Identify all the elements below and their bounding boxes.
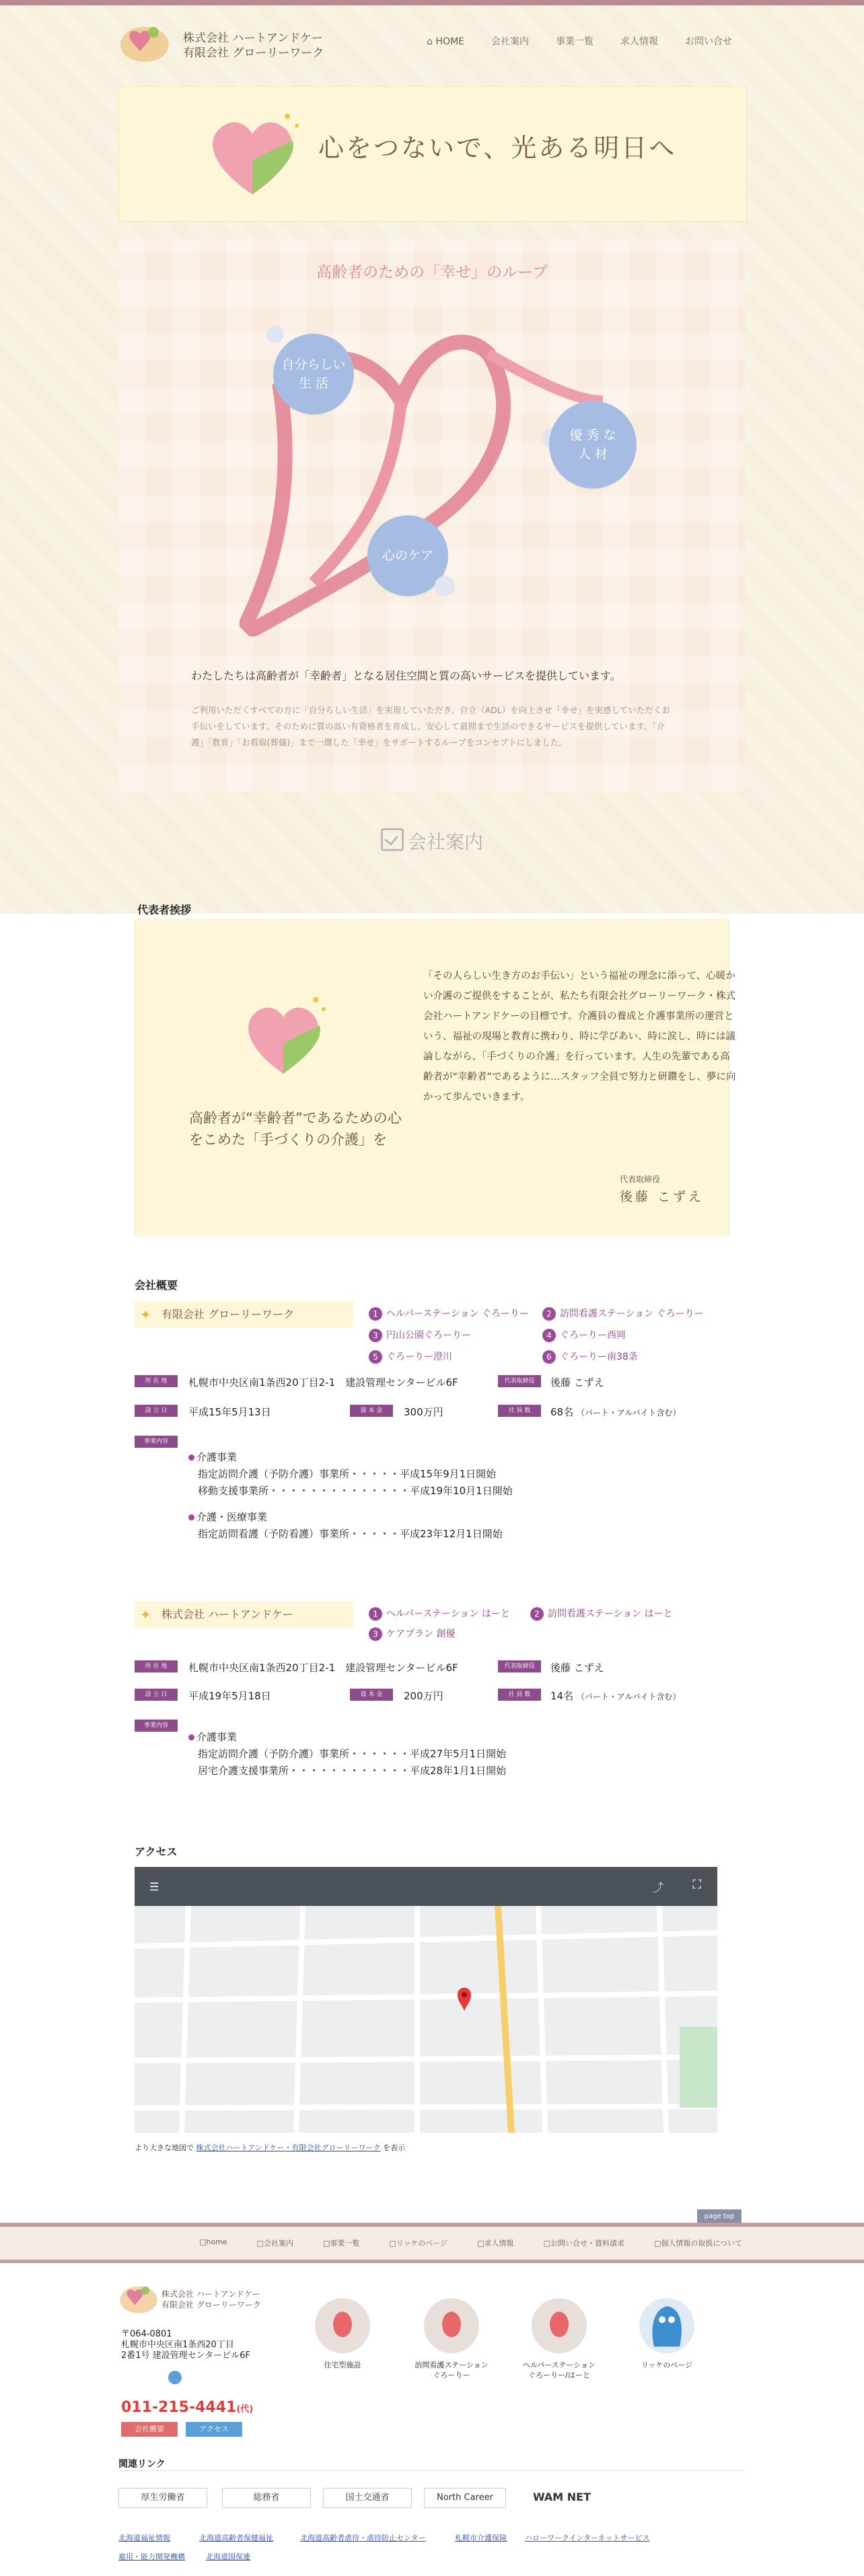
- residential-facility-icon[interactable]: [315, 2298, 370, 2353]
- footer-nav-item[interactable]: □リッケのページ: [389, 2239, 448, 2248]
- egg-icon: [442, 2312, 461, 2337]
- staff-note: （パート・アルバイト含む）: [576, 1408, 681, 1418]
- tag-staff: 社 員 数: [498, 1689, 541, 1701]
- map-caption: [135, 2142, 405, 2153]
- number-badge: 3: [369, 1627, 382, 1641]
- tag-business: 事業内容: [135, 1720, 178, 1732]
- house-icon: ⌂: [427, 36, 433, 47]
- nav-home[interactable]: [413, 34, 478, 50]
- happiness-loop-panel: [118, 240, 746, 791]
- top-accent-bar: [0, 0, 864, 5]
- greeting-message: 「その人らしい生き方のお手伝い」という福祉の理念に添って、心暖かい介護のご提供をすることが、私たち有限会社グローリーワーク・株式会社ハートアンドケーの目標です。介護員の養成と介護事業所の運営という、福祉の現場と教育に携わり、時に学びあい、時に涙し、時には議論しながら、「手づくりの介護」を行っています。人生の先輩である高齢者が“幸齢者”であるように…スタッフ全員で努力と研鑽をし、夢に向かって歩んでいきます。: [423, 971, 736, 1103]
- footer-nav-item[interactable]: □お問い合せ・資料請求: [543, 2239, 624, 2248]
- footer-icon-label: 住宅型施設: [324, 2361, 361, 2369]
- office-label: ヘルパーステーション ぐろーりー: [386, 1309, 529, 1319]
- banner-mhlw[interactable]: 厚生労働省: [118, 2488, 207, 2508]
- number-badge: 4: [542, 1329, 556, 1342]
- greeting-heading: 代表者挨拶: [137, 904, 192, 916]
- heart-founded: 平成19年5月18日: [188, 1690, 271, 1702]
- heart-capital: 200万円: [404, 1690, 443, 1702]
- tag-representative: 代表取締役: [498, 1660, 541, 1672]
- egg-icon: [333, 2312, 352, 2337]
- greeting-panel: [135, 919, 736, 1237]
- nav-contact[interactable]: お問い合せ: [685, 36, 732, 47]
- map-menu-icon[interactable]: ☰: [149, 1880, 159, 1893]
- greeting-catchphrase: 高齢者が“幸齢者”であるための心をこめた「手づくりの介護」を: [189, 1110, 402, 1148]
- business-line: 指定訪問看護（予防看護）事業所・・・・・平成23年12月1日開始: [198, 1528, 503, 1540]
- facility-icon: [168, 2371, 182, 2384]
- heart-staff: [550, 1689, 681, 1703]
- office-label: 円山公園ぐろーりー: [386, 1330, 471, 1341]
- nav-business[interactable]: 事業一覧: [556, 36, 593, 47]
- sparkle-icon: ✦: [140, 1607, 151, 1623]
- tag-representative: 代表取締役: [498, 1375, 541, 1387]
- overview-heading: 会社概要: [135, 1279, 178, 1292]
- footer-icon-label: 訪問看護ステーション ぐろーりー: [415, 2361, 489, 2380]
- glory-representative: 後藤 こずえ: [550, 1376, 604, 1389]
- office-label: ぐろーりー西岡: [560, 1330, 626, 1341]
- mascot-icon: [647, 2302, 686, 2349]
- map-header-bar: [135, 1867, 717, 1906]
- loop-body: ご利用いただくすべての方に「自分らしい生活」を実現していただき、自立（ADL）を向上させ「幸せ」を実感していただくお手伝いをしています。そのために質の高い有資格者を育成し、安心して最期まで生活のできるサービスを提供しています。「介護」「教育」「お看取(葬儀)」まで一環した「幸せ」をサポートするループをコンセプトにしました。: [191, 705, 670, 747]
- egg-icon: [550, 2312, 569, 2337]
- number-badge: 1: [369, 1307, 382, 1321]
- office-label: 訪問看護ステーション ぐろーりー: [560, 1309, 704, 1319]
- staff-note: （パート・アルバイト含む）: [576, 1692, 681, 1701]
- fullscreen-icon[interactable]: ⛶: [692, 1878, 701, 1892]
- section-title-label: 会社案内: [407, 831, 483, 853]
- glory-business-list: [188, 1449, 513, 1543]
- tag-address: 所 在 地: [135, 1660, 178, 1672]
- office-item[interactable]: [542, 1350, 638, 1364]
- banner-soumu[interactable]: 総務省: [222, 2488, 311, 2508]
- business-category: [188, 1509, 513, 1526]
- related-link[interactable]: 北海道福祉情報: [118, 2534, 170, 2542]
- access-heading: アクセス: [135, 1845, 178, 1858]
- glory-founded: 平成15年5月13日: [188, 1406, 271, 1418]
- footer-company-2: 有限会社 グローリーワーク: [161, 2300, 261, 2310]
- office-label: 訪問看護ステーション はーと: [548, 1609, 673, 1619]
- banner-north-career[interactable]: North Career: [424, 2488, 506, 2508]
- phone-number: 011-215-4441: [121, 2399, 237, 2416]
- business-line: 指定訪問介護（予防介護）事業所・・・・・・平成27年5月1日開始: [198, 1748, 507, 1760]
- loop-circle-staff: 優 秀 な 人 材: [549, 401, 637, 488]
- office-item[interactable]: [369, 1350, 452, 1364]
- business-title: 介護事業: [196, 1731, 238, 1743]
- logo-text: [183, 31, 324, 61]
- footer-nav-label: 個人情報の取扱について: [661, 2239, 743, 2248]
- footer-logo-icon[interactable]: [118, 2282, 159, 2316]
- heart-business-list: [188, 1729, 506, 1779]
- related-link[interactable]: 雇用・能力開発機構: [118, 2552, 185, 2561]
- footer-nav-item[interactable]: □会社案内: [256, 2239, 293, 2248]
- company-heart-title: [135, 1601, 353, 1628]
- glory-staff: [550, 1405, 681, 1419]
- number-badge: 1: [369, 1607, 382, 1621]
- related-link[interactable]: 北海道高齢者虐待・虐待防止センター: [300, 2534, 426, 2542]
- tag-address: 所 在 地: [135, 1375, 178, 1387]
- nav-company[interactable]: 会社案内: [491, 36, 529, 47]
- footer-nav-label: リッケのページ: [396, 2239, 448, 2248]
- business-title: 介護・医療事業: [196, 1511, 268, 1523]
- business-line: 居宅介護支援事業所・・・・・・・・・・・・平成28年1月1日開始: [198, 1765, 507, 1777]
- loop-circle-care: 心のケア: [367, 515, 448, 596]
- office-item[interactable]: [369, 1627, 455, 1641]
- office-label: ぐろーりー澄川: [386, 1352, 452, 1362]
- number-badge: 3: [369, 1329, 382, 1342]
- business-line: 移動支援事業所・・・・・・・・・・・・・・平成19年10月1日開始: [198, 1485, 513, 1497]
- footer-nav-label: 会社案内: [264, 2239, 293, 2248]
- signature-title: 代表取締役: [620, 1175, 661, 1184]
- company-glory-title: [135, 1301, 353, 1328]
- office-item[interactable]: [530, 1607, 673, 1621]
- office-label: ぐろーりー南38条: [560, 1352, 638, 1362]
- company-overview-button[interactable]: 会社概要: [121, 2422, 178, 2437]
- footer-address: [121, 2329, 250, 2361]
- tag-capital: 資 本 金: [350, 1689, 393, 1701]
- google-map[interactable]: [135, 1867, 717, 2133]
- footer-nav-item[interactable]: □個人情報の取扱について: [653, 2239, 743, 2248]
- nursing-station-icon[interactable]: [424, 2298, 479, 2353]
- nav-home-label: HOME: [435, 36, 464, 47]
- related-link[interactable]: 北海道国保連: [206, 2552, 250, 2561]
- tag-capital: 資 本 金: [350, 1405, 393, 1417]
- share-icon[interactable]: ⤴: [652, 1881, 663, 1894]
- company-glory-name: 有限会社 グローリーワーク: [161, 1308, 295, 1321]
- tag-business: 事業内容: [135, 1436, 178, 1448]
- loop-lead: わたしたちは高齢者が「幸齢者」となる居住空間と質の高いサービスを提供しています。: [191, 669, 621, 682]
- glory-capital: 300万円: [404, 1406, 443, 1418]
- footer-nav-label: 求人情報: [484, 2239, 514, 2248]
- footer-accent-bar: [0, 2260, 864, 2263]
- business-category: [188, 1729, 506, 1746]
- number-badge: 6: [542, 1350, 556, 1364]
- map-streets: [135, 1906, 717, 2133]
- office-item[interactable]: [369, 1328, 471, 1342]
- map-caption-suffix: を表示: [383, 2143, 406, 2152]
- loop-title: 高齢者のための「幸せ」のループ: [316, 264, 548, 281]
- signature-name: 後藤 こずえ: [620, 1189, 705, 1204]
- footer-nav: [0, 2227, 864, 2260]
- related-links-heading: 関連リンク: [118, 2459, 166, 2470]
- address-line-1: 札幌市中央区南1条西20丁目: [121, 2340, 234, 2350]
- footer-nav-label: お問い合せ・資料請求: [550, 2239, 624, 2248]
- tag-founded: 設 立 日: [135, 1405, 178, 1417]
- sparkle-icon: ✦: [140, 1307, 151, 1323]
- bullet-icon: [188, 1734, 194, 1740]
- bullet-icon: [188, 1455, 194, 1461]
- company-name-1: 株式会社 ハートアンドケー: [183, 32, 323, 45]
- address-line-2: 2番1号 建設管理センタービル6F: [121, 2351, 250, 2361]
- footer-nav-item[interactable]: □事業一覧: [323, 2239, 360, 2248]
- footer-logo-text: [161, 2289, 261, 2310]
- helper-station-icon[interactable]: [532, 2298, 587, 2353]
- footer-icon-label: ヘルパーステーション ぐろーりー/はーと: [522, 2361, 596, 2380]
- hero-title: 心をつないで、光ある明日へ: [318, 133, 677, 163]
- related-link[interactable]: 札幌市介護保険: [455, 2534, 507, 2542]
- office-item[interactable]: [369, 1307, 529, 1321]
- site-header: [118, 16, 746, 70]
- loop-circle-life: 自分らしい 生 活: [273, 334, 354, 414]
- footer-nav-label: 事業一覧: [330, 2239, 360, 2248]
- footer-phone[interactable]: [121, 2399, 253, 2416]
- office-item[interactable]: [542, 1328, 626, 1342]
- main-nav: [413, 34, 746, 50]
- footer-nav-label: home: [206, 2238, 227, 2246]
- postal-code: 〒064-0801: [121, 2329, 172, 2339]
- office-label: ケアプラン 創優: [386, 1629, 456, 1640]
- heart-address: 札幌市中央区南1条西20丁目2-1 建設管理センタービル6F: [188, 1662, 458, 1674]
- footer-nav-list: [199, 2238, 772, 2248]
- staff-count: 14名: [550, 1690, 574, 1702]
- office-item[interactable]: [369, 1607, 510, 1621]
- company-section-title: [118, 827, 746, 861]
- footer-nav-item[interactable]: □home: [199, 2238, 227, 2246]
- nav-recruit[interactable]: 求人情報: [620, 36, 658, 47]
- check-icon: [381, 828, 404, 851]
- related-link[interactable]: 北海道高齢者保健福祉: [199, 2534, 273, 2542]
- larger-map-link[interactable]: 株式会社ハートアンドケー・有限会社グローリーワーク: [196, 2143, 381, 2152]
- business-title: 介護事業: [196, 1451, 238, 1463]
- hands-heart-icon: [199, 100, 306, 208]
- footer-company-1: 株式会社 ハートアンドケー: [161, 2289, 260, 2299]
- glory-address: 札幌市中央区南1条西20丁目2-1 建設管理センタービル6F: [188, 1376, 458, 1389]
- rikke-mascot-icon[interactable]: [639, 2298, 694, 2353]
- phone-suffix: (代): [236, 2404, 254, 2415]
- banner-mlit[interactable]: 国土交通省: [323, 2488, 412, 2508]
- divider: [118, 2470, 744, 2471]
- heart-representative: 後藤 こずえ: [550, 1662, 604, 1674]
- number-badge: 2: [530, 1607, 544, 1621]
- number-badge: 5: [369, 1350, 382, 1364]
- office-label: ヘルパーステーション はーと: [386, 1609, 510, 1619]
- business-line: 指定訪問介護（予防介護）事業所・・・・・平成15年9月1日開始: [198, 1468, 497, 1480]
- banner-wamnet[interactable]: WAM NET: [518, 2488, 606, 2507]
- company-heart-name: 株式会社 ハートアンドケー: [161, 1608, 293, 1621]
- footer-nav-item[interactable]: □求人情報: [477, 2239, 514, 2248]
- tag-staff: 社 員 数: [498, 1405, 541, 1417]
- related-link[interactable]: ハローワークインターネットサービス: [525, 2534, 650, 2542]
- company-name-2: 有限会社 グローリーワーク: [183, 46, 324, 60]
- business-category: [188, 1449, 513, 1466]
- hero-banner: [118, 86, 747, 222]
- office-item[interactable]: [542, 1307, 704, 1321]
- hands-heart-icon: [236, 986, 330, 1087]
- page-top-button[interactable]: page top: [697, 2209, 742, 2224]
- footer-icon-label: リッケのページ: [641, 2361, 693, 2369]
- number-badge: 2: [542, 1307, 556, 1321]
- deco-bubble: [266, 326, 284, 343]
- logo-icon[interactable]: [118, 22, 171, 65]
- tag-founded: 設 立 日: [135, 1689, 178, 1701]
- deco-bubble: [435, 576, 455, 596]
- bullet-icon: [188, 1514, 194, 1520]
- access-button[interactable]: アクセス: [186, 2422, 242, 2437]
- map-caption-prefix: より大きな地図で: [135, 2143, 194, 2152]
- staff-count: 68名: [550, 1406, 574, 1418]
